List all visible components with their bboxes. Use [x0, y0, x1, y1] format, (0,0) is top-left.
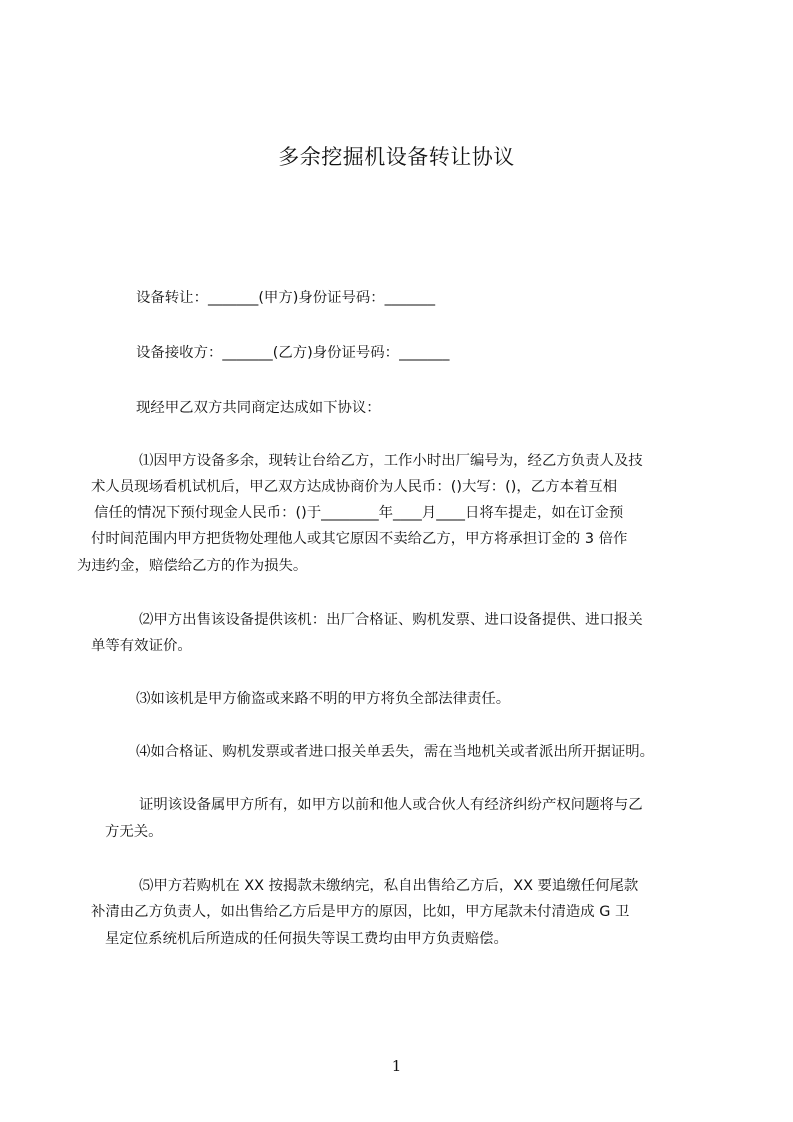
- clause-1-line: 信任的情况下预付现金人民币：()于________年____月____日将车提走，如在订金预: [94, 505, 624, 521]
- clause-5-line: 星定位系统机后所造成的任何损失等误工费均由甲方负责赔偿。: [105, 931, 508, 947]
- clause-2-line: ⑵甲方出售该设备提供该机：出厂合格证、购机发票、进口设备提供、进口报关: [139, 612, 643, 628]
- clause-1-line: 为违约金，赔偿给乙方的作为损失。: [77, 558, 308, 574]
- ownership-proof-line: 方无关。: [105, 824, 163, 840]
- agreement-intro: 现经甲乙双方共同商定达成如下协议：: [136, 400, 381, 416]
- clause-3: ⑶如该机是甲方偷盗或来路不明的甲方将负全部法律责任。: [136, 691, 511, 707]
- clause-1-line: 付时间范围内甲方把货物处理他人或其它原因不卖给乙方，甲方将承担订金的 3 倍作: [91, 531, 628, 547]
- clause-5-line: 补清由乙方负责人，如出售给乙方后是甲方的原因，比如，甲方尾款未付清造成 G 卫: [91, 904, 630, 920]
- receiver-line: 设备接收方：_______(乙方)身份证号码：_______: [136, 345, 450, 361]
- page-number: 1: [391, 1057, 402, 1075]
- clause-4: ⑷如合格证、购机发票或者进口报关单丢失，需在当地机关或者派出所开据证明。: [136, 744, 655, 760]
- ownership-proof-line: 证明该设备属甲方所有，如甲方以前和他人或合伙人有经济纠纷产权问题将与乙: [139, 797, 643, 813]
- document-title: 多余挖掘机设备转让协议: [278, 145, 515, 169]
- clause-1-line: 术人员现场看机试机后，甲乙双方达成协商价为人民币：()大写：()，乙方本着互相: [91, 479, 618, 495]
- clause-2-line: 单等有效证价。: [91, 638, 192, 654]
- transferor-line: 设备转让：_______(甲方)身份证号码：_______: [136, 290, 436, 306]
- clause-5-line: ⑸甲方若购机在 XX 按揭款未缴纳完，私自出售给乙方后，XX 要追缴任何尾款: [139, 878, 639, 894]
- clause-1-line: ⑴因甲方设备多余，现转让台给乙方，工作小时出厂编号为，经乙方负责人及技: [139, 453, 643, 469]
